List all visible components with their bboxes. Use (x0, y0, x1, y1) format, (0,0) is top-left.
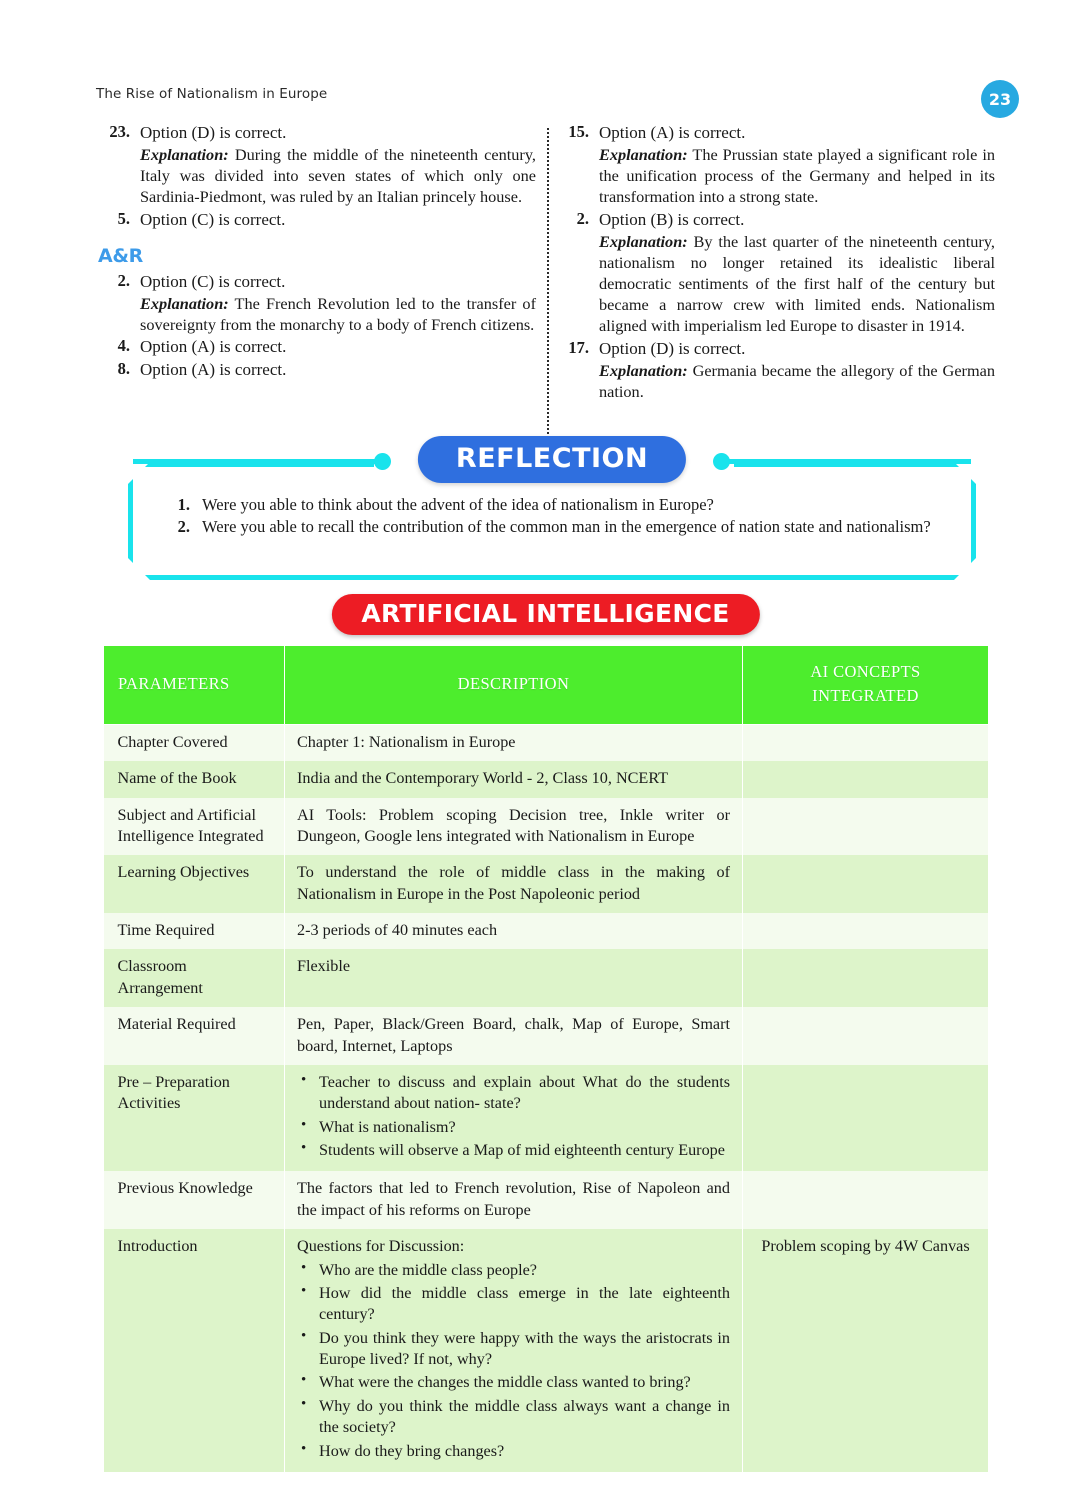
table-header-row (104, 646, 989, 725)
list-item: • How did the middle class emerge in the late eighteenth century? (297, 1283, 730, 1326)
cell-ai-concepts (743, 724, 989, 761)
answer-number: 15. (568, 122, 589, 141)
reflection-banner-label: REFLECTION (418, 436, 686, 483)
answer-item (555, 122, 995, 208)
answer-title: Option (D) is correct. (140, 123, 287, 142)
cell-ai-concepts (743, 855, 989, 913)
answer-list-right (555, 122, 995, 402)
cell-lead-text: Questions for Discussion: (297, 1237, 465, 1256)
table-body (104, 724, 989, 1472)
explanation-text: Germania became the allegory of the German nation. (599, 360, 995, 401)
reflection-item-number: 1. (177, 495, 190, 514)
explanation-text: By the last quarter of the nineteenth century, nationalism no longer retained its idealistic liberal democratic sentiments of the first half of the century but became a narrow crew with limited ends. Nationalism aligned with imperialism led Europe to disaster in 1914. (599, 231, 995, 336)
column-header-parameters: PARAMETERS (104, 646, 285, 725)
cell-bullet-list (297, 1072, 730, 1162)
column-header-ai-concepts (743, 646, 989, 725)
answer-title: Option (B) is correct. (599, 209, 745, 229)
reflection-item-text: Were you able to recall the contribution of the common man in the emergence of nation state and nationalism? (202, 516, 931, 536)
answer-title: Option (A) is correct. (140, 337, 287, 357)
reflection-connector-line-left (133, 459, 381, 464)
reflection-item-number: 2. (177, 516, 190, 536)
page-running-header: The Rise of Nationalism in Europe (96, 86, 328, 102)
answer-explanation (140, 293, 536, 335)
explanation-text: During the middle of the nineteenth century, Italy was divided into seven states of which only one Sardinia-Piedmont, was ruled by an Italian princely house. (140, 145, 536, 207)
cell-ai-concepts (743, 913, 989, 949)
table-row (104, 913, 989, 949)
answers-right-column (555, 122, 995, 403)
column-header-ai-line2: INTEGRATED (812, 685, 919, 705)
list-item: • Teacher to discuss and explain about What do the students understand about nation- state? (297, 1072, 730, 1115)
table-row (104, 949, 989, 1007)
table-row (104, 1171, 989, 1229)
answer-list-left (96, 122, 536, 231)
answer-item (96, 271, 536, 335)
answer-number: 5. (117, 208, 130, 228)
reflection-question-list (166, 494, 946, 538)
explanation-text: The French Revolution led to the transfer of sovereignty from the monarchy to a body of French citizens. (140, 293, 536, 334)
ar-section-heading: A&R (98, 244, 144, 267)
answer-number: 2. (117, 270, 130, 290)
cell-parameter: Name of the Book (104, 761, 285, 797)
answer-item (96, 209, 536, 231)
answer-number: 2. (576, 208, 589, 228)
cell-description (285, 1229, 743, 1472)
table-header (104, 646, 989, 725)
cell-bullet-list (297, 1260, 730, 1462)
cell-description: Chapter 1: Nationalism in Europe (285, 724, 743, 761)
cell-description: Flexible (285, 949, 743, 1007)
cell-ai-concepts: Problem scoping by 4W Canvas (743, 1229, 989, 1472)
explanation-label: Explanation: (599, 231, 688, 251)
list-item: • What were the changes the middle class wanted to bring? (297, 1372, 730, 1393)
cell-ai-concepts (743, 761, 989, 797)
answer-item (96, 359, 536, 381)
cell-parameter: Subject and Artificial Intelligence Integrated (104, 798, 285, 856)
table-row (104, 724, 989, 761)
cell-description: Pen, Paper, Black/Green Board, chalk, Map of Europe, Smart board, Internet, Laptops (285, 1007, 743, 1065)
cell-parameter: Material Required (104, 1007, 285, 1065)
reflection-connector-line-right (723, 459, 971, 464)
answer-explanation (599, 144, 995, 208)
cell-parameter: Previous Knowledge (104, 1171, 285, 1229)
cell-description (285, 1065, 743, 1172)
column-header-ai-line1: AI CONCEPTS (810, 662, 921, 681)
list-item: • What is nationalism? (297, 1117, 730, 1138)
answer-item (96, 122, 536, 208)
answer-explanation (140, 144, 536, 208)
explanation-text: The Prussian state played a significant role in the unification process of the Germany and helped in its transformation into a strong state. (599, 145, 995, 207)
reflection-dot-left-icon (374, 453, 391, 470)
answer-number: 17. (568, 337, 589, 357)
answers-section (96, 122, 995, 447)
answer-number: 8. (117, 359, 130, 379)
cell-parameter: Classroom Arrangement (104, 949, 285, 1007)
cell-parameter: Pre – Preparation Activities (104, 1065, 285, 1172)
column-header-description: DESCRIPTION (285, 646, 743, 725)
list-item: • Why do you think the middle class always want a change in the society? (297, 1396, 730, 1439)
reflection-item-text: Were you able to think about the advent of the idea of nationalism in Europe? (202, 495, 714, 514)
explanation-label: Explanation: (140, 293, 229, 313)
list-item: • Who are the middle class people? (297, 1260, 730, 1281)
ai-lesson-plan-table (103, 645, 989, 1472)
cell-ai-concepts (743, 1007, 989, 1065)
cell-description: To understand the role of middle class in the making of Nationalism in Europe in the Post Napoleonic period (285, 855, 743, 913)
list-item (166, 516, 946, 538)
answer-explanation (599, 360, 995, 402)
cell-ai-concepts (743, 1171, 989, 1229)
reflection-dot-right-icon (713, 453, 730, 470)
table-row (104, 761, 989, 797)
cell-description: India and the Contemporary World - 2, Class 10, NCERT (285, 761, 743, 797)
list-item: • Students will observe a Map of mid eighteenth century Europe (297, 1140, 730, 1161)
table-row (104, 1229, 989, 1472)
list-item: • How do they bring changes? (297, 1441, 730, 1462)
answer-title: Option (A) is correct. (140, 360, 287, 380)
answer-item (555, 209, 995, 337)
cell-ai-concepts (743, 949, 989, 1007)
list-item (166, 494, 946, 516)
table-row (104, 1007, 989, 1065)
cell-ai-concepts (743, 1065, 989, 1172)
cell-description: AI Tools: Problem scoping Decision tree, Inkle writer or Dungeon, Google lens integrated with Nationalism in Europe (285, 798, 743, 856)
answer-number: 23. (109, 122, 130, 141)
page-number-badge: 23 (981, 80, 1019, 118)
answers-left-column (96, 122, 536, 382)
answer-title: Option (C) is correct. (140, 271, 286, 291)
explanation-label: Explanation: (599, 360, 688, 380)
answer-item (96, 336, 536, 358)
reflection-section (128, 443, 976, 580)
cell-description: 2-3 periods of 40 minutes each (285, 913, 743, 949)
answer-title: Option (A) is correct. (599, 123, 746, 142)
cell-description: The factors that led to French revolution, Rise of Napoleon and the impact of his reforms on Europe (285, 1171, 743, 1229)
table-row (104, 855, 989, 913)
table-row (104, 798, 989, 856)
answer-title: Option (D) is correct. (599, 338, 746, 358)
cell-parameter: Time Required (104, 913, 285, 949)
explanation-label: Explanation: (140, 145, 229, 165)
answer-number: 4. (117, 336, 130, 356)
cell-ai-concepts (743, 798, 989, 856)
artificial-intelligence-banner: ARTIFICIAL INTELLIGENCE (331, 594, 759, 635)
answer-explanation (599, 231, 995, 337)
answer-list-ar (96, 271, 536, 382)
column-divider (547, 128, 549, 446)
cell-parameter: Learning Objectives (104, 855, 285, 913)
cell-parameter: Introduction (104, 1229, 285, 1472)
answer-title: Option (C) is correct. (140, 209, 286, 229)
answer-item (555, 338, 995, 402)
explanation-label: Explanation: (599, 145, 688, 165)
table-row (104, 1065, 989, 1172)
cell-parameter: Chapter Covered (104, 724, 285, 761)
list-item: • Do you think they were happy with the ways the aristocrats in Europe lived? If not, why? (297, 1328, 730, 1371)
